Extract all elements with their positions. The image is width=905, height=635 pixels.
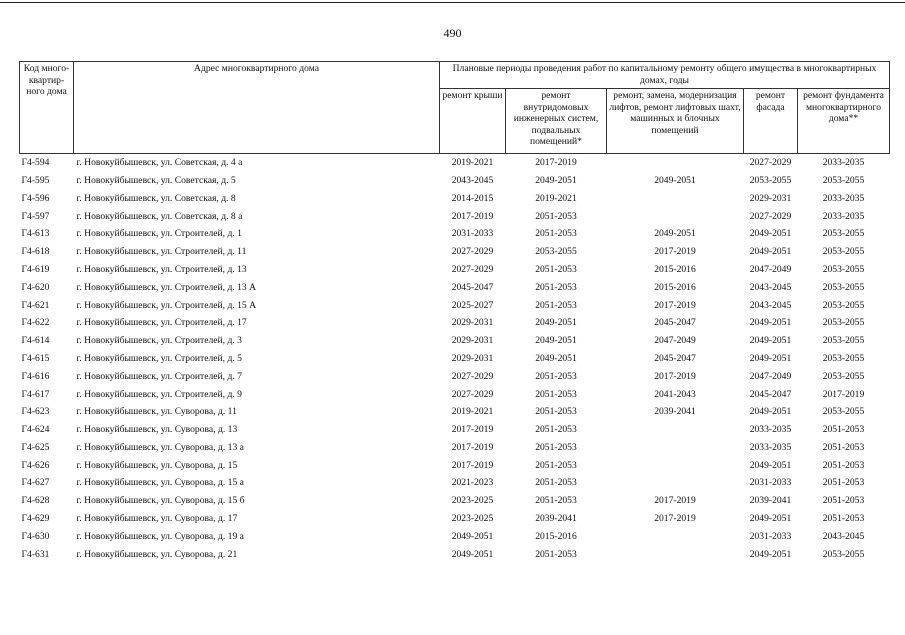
header-lifts: ремонт, замена, модернизация лифтов, ремонт лифтовых шахт, машинных и блочных помещений — [607, 89, 744, 154]
cell-lifts — [607, 528, 744, 546]
cell-address: г. Новокуйбышевск, ул. Советская, д. 8 а — [76, 210, 243, 222]
cell-roof: 2021-2023 — [451, 477, 494, 489]
cell-foundation: 2053-2055 — [822, 406, 865, 418]
cell-lifts: 2015-2016 — [654, 263, 696, 275]
cell-facade: 2039-2041 — [749, 495, 792, 507]
cell-systems: 2051-2053 — [535, 495, 577, 507]
cell-address: г. Новокуйбышевск, ул. Строителей, д. 9 — [76, 388, 242, 400]
cell-address: г. Новокуйбышевск, ул. Суворова, д. 13 а — [76, 441, 244, 453]
cell-foundation: 2051-2053 — [822, 459, 865, 471]
cell-lifts — [607, 439, 744, 457]
cell-systems: 2051-2053 — [535, 388, 577, 400]
page-number: 490 — [443, 26, 462, 40]
cell-foundation: 2043-2045 — [822, 530, 865, 542]
cell-facade: 2047-2049 — [749, 263, 792, 275]
cell-foundation: 2053-2055 — [822, 174, 865, 186]
cell-lifts: 2045-2047 — [654, 317, 696, 329]
cell-lifts — [607, 457, 744, 475]
cell-facade: 2031-2033 — [749, 530, 792, 542]
cell-address: г. Новокуйбышевск, ул. Суворова, д. 15 — [76, 459, 238, 471]
repair-schedule-table — [19, 61, 890, 563]
cell-foundation: 2051-2053 — [822, 477, 865, 489]
cell-roof: 2014-2015 — [451, 192, 494, 204]
cell-address: г. Новокуйбышевск, ул. Строителей, д. 13 — [76, 263, 247, 275]
header-systems: ремонт внутридомовых инженерных систем, подвальных помещений* — [506, 89, 607, 154]
cell-facade: 2049-2051 — [749, 228, 792, 240]
cell-foundation: 2051-2053 — [822, 495, 865, 507]
cell-roof: 2017-2019 — [451, 424, 494, 436]
cell-code: Г4-616 — [21, 370, 50, 382]
cell-facade: 2049-2051 — [749, 317, 792, 329]
cell-roof: 2029-2031 — [451, 335, 494, 347]
cell-address: г. Новокуйбышевск, ул. Суворова, д. 21 — [76, 548, 238, 560]
cell-foundation: 2051-2053 — [822, 441, 865, 453]
cell-systems: 2051-2053 — [535, 548, 577, 560]
table-row — [20, 296, 890, 314]
cell-foundation: 2053-2055 — [822, 548, 865, 560]
header-periods: Плановые периоды проведения работ по капитальному ремонту общего имущества в многоквартирных домах, годы — [440, 62, 890, 89]
cell-foundation: 2033-2035 — [822, 192, 865, 204]
cell-roof: 2031-2033 — [451, 228, 494, 240]
cell-foundation: 2033-2035 — [822, 210, 865, 222]
cell-code: Г4-623 — [21, 406, 50, 418]
cell-systems: 2051-2053 — [535, 406, 577, 418]
cell-facade: 2053-2055 — [749, 174, 792, 186]
cell-lifts: 2017-2019 — [654, 495, 696, 507]
cell-systems: 2051-2053 — [535, 281, 577, 293]
cell-code: Г4-595 — [21, 174, 50, 186]
cell-lifts — [607, 421, 744, 439]
cell-address: г. Новокуйбышевск, ул. Строителей, д. 3 — [76, 335, 242, 347]
cell-foundation: 2053-2055 — [822, 246, 865, 258]
cell-lifts: 2015-2016 — [654, 281, 696, 293]
cell-systems: 2039-2041 — [535, 513, 577, 525]
cell-facade: 2049-2051 — [749, 548, 792, 560]
cell-facade: 2033-2035 — [749, 441, 792, 453]
header-code: Код много-квартир-ного дома — [20, 62, 74, 154]
table-row — [20, 154, 890, 172]
cell-systems: 2051-2053 — [535, 210, 577, 222]
cell-facade: 2027-2029 — [744, 154, 798, 172]
cell-foundation: 2053-2055 — [822, 299, 865, 311]
header-foundation: ремонт фундамента многоквартирного дома** — [798, 89, 890, 154]
cell-address: г. Новокуйбышевск, ул. Суворова, д. 11 — [76, 406, 237, 418]
cell-lifts — [607, 207, 744, 225]
cell-address: г. Новокуйбышевск, ул. Строителей, д. 7 — [76, 370, 242, 382]
cell-address: г. Новокуйбышевск, ул. Советская, д. 5 — [76, 174, 236, 186]
cell-lifts — [607, 474, 744, 492]
table-row — [20, 439, 890, 457]
cell-code: Г4-629 — [21, 513, 50, 525]
cell-code: Г4-631 — [21, 548, 50, 560]
table-row — [20, 474, 890, 492]
cell-lifts: 2017-2019 — [654, 299, 696, 311]
cell-foundation: 2053-2055 — [822, 352, 865, 364]
cell-facade: 2049-2051 — [749, 513, 792, 525]
cell-code: Г4-597 — [21, 210, 50, 222]
top-border-line — [0, 2, 905, 3]
cell-address: г. Новокуйбышевск, ул. Суворова, д. 13 — [76, 424, 238, 436]
header-roof: ремонт крыши — [440, 89, 506, 154]
cell-facade: 2027-2029 — [749, 210, 792, 222]
cell-code: Г4-625 — [21, 441, 50, 453]
cell-roof: 2029-2031 — [451, 317, 494, 329]
cell-systems: 2019-2021 — [535, 192, 577, 204]
cell-roof: 2029-2031 — [451, 352, 494, 364]
table-row — [20, 528, 890, 546]
cell-lifts: 2017-2019 — [654, 246, 696, 258]
table-row — [20, 243, 890, 261]
cell-facade: 2049-2051 — [749, 335, 792, 347]
cell-address: г. Новокуйбышевск, ул. Суворова, д. 19 а — [76, 530, 244, 542]
cell-roof: 2019-2021 — [440, 154, 506, 172]
cell-facade: 2033-2035 — [749, 424, 792, 436]
cell-facade: 2049-2051 — [749, 406, 792, 418]
cell-address: г. Новокуйбышевск, ул. Советская, д. 4 а — [74, 154, 440, 172]
cell-systems: 2053-2055 — [535, 246, 577, 258]
table-row — [20, 350, 890, 368]
cell-roof: 2045-2047 — [451, 281, 494, 293]
cell-lifts — [607, 546, 744, 564]
table-row — [20, 510, 890, 528]
cell-code: Г4-626 — [21, 459, 50, 471]
cell-systems: 2051-2053 — [535, 263, 577, 275]
cell-code: Г4-615 — [21, 352, 50, 364]
cell-lifts: 2017-2019 — [654, 513, 696, 525]
cell-roof: 2023-2025 — [451, 495, 494, 507]
table-row — [20, 368, 890, 386]
cell-facade: 2045-2047 — [749, 388, 792, 400]
cell-systems: 2015-2016 — [535, 530, 577, 542]
cell-systems: 2049-2051 — [535, 317, 577, 329]
cell-systems: 2049-2051 — [535, 174, 577, 186]
cell-roof: 2017-2019 — [451, 210, 494, 222]
table-row — [20, 385, 890, 403]
cell-address: г. Новокуйбышевск, ул. Суворова, д. 15 б — [76, 495, 245, 507]
table-row — [20, 492, 890, 510]
cell-systems: 2049-2051 — [535, 335, 577, 347]
cell-lifts: 2049-2051 — [654, 174, 696, 186]
cell-foundation: 2053-2055 — [822, 281, 865, 293]
cell-foundation: 2017-2019 — [822, 388, 865, 400]
cell-lifts: 2041-2043 — [654, 388, 696, 400]
cell-systems: 2049-2051 — [535, 352, 577, 364]
cell-code: Г4-619 — [21, 263, 50, 275]
cell-code: Г4-594 — [20, 154, 74, 172]
cell-code: Г4-617 — [21, 388, 50, 400]
cell-systems: 2051-2053 — [535, 370, 577, 382]
cell-code: Г4-614 — [21, 335, 50, 347]
cell-code: Г4-596 — [21, 192, 50, 204]
cell-foundation: 2033-2035 — [798, 154, 890, 172]
cell-roof: 2027-2029 — [451, 263, 494, 275]
cell-facade: 2049-2051 — [749, 352, 792, 364]
table-row — [20, 172, 890, 190]
cell-systems: 2051-2053 — [535, 228, 577, 240]
cell-roof: 2023-2025 — [451, 513, 494, 525]
cell-address: г. Новокуйбышевск, ул. Строителей, д. 17 — [76, 317, 247, 329]
cell-lifts: 2045-2047 — [654, 352, 696, 364]
cell-facade: 2049-2051 — [749, 246, 792, 258]
cell-systems: 2051-2053 — [535, 299, 577, 311]
cell-code: Г4-630 — [21, 530, 50, 542]
cell-roof: 2027-2029 — [451, 370, 494, 382]
cell-facade: 2043-2045 — [749, 281, 792, 293]
cell-lifts: 2017-2019 — [654, 370, 696, 382]
table-row — [20, 207, 890, 225]
cell-code: Г4-613 — [21, 228, 50, 240]
cell-lifts: 2039-2041 — [654, 406, 696, 418]
cell-facade: 2031-2033 — [749, 477, 792, 489]
table-row — [20, 279, 890, 297]
cell-roof: 2019-2021 — [451, 406, 494, 418]
cell-facade: 2029-2031 — [749, 192, 792, 204]
cell-address: г. Новокуйбышевск, ул. Суворова, д. 17 — [76, 513, 238, 525]
cell-foundation: 2053-2055 — [822, 263, 865, 275]
cell-systems: 2051-2053 — [535, 477, 577, 489]
cell-code: Г4-624 — [21, 424, 50, 436]
cell-roof: 2043-2045 — [451, 174, 494, 186]
cell-systems: 2051-2053 — [535, 459, 577, 471]
cell-address: г. Новокуйбышевск, ул. Строителей, д. 1 — [76, 228, 242, 240]
table-row — [20, 403, 890, 421]
cell-code: Г4-618 — [21, 246, 50, 258]
table-row — [20, 225, 890, 243]
cell-code: Г4-628 — [21, 495, 50, 507]
cell-roof: 2025-2027 — [451, 299, 494, 311]
cell-lifts — [607, 190, 744, 208]
header-address: Адрес многоквартирного дома — [74, 62, 440, 154]
cell-roof: 2027-2029 — [451, 388, 494, 400]
cell-facade: 2047-2049 — [749, 370, 792, 382]
cell-roof: 2049-2051 — [451, 548, 494, 560]
cell-facade: 2043-2045 — [749, 299, 792, 311]
cell-code: Г4-622 — [21, 317, 50, 329]
cell-address: г. Новокуйбышевск, ул. Строителей, д. 13 А — [76, 281, 257, 293]
cell-address: г. Новокуйбышевск, ул. Строителей, д. 5 — [76, 352, 242, 364]
table-row — [20, 190, 890, 208]
cell-address: г. Новокуйбышевск, ул. Советская, д. 8 — [76, 192, 236, 204]
cell-address: г. Новокуйбышевск, ул. Суворова, д. 15 а — [76, 477, 244, 489]
cell-systems: 2017-2019 — [506, 154, 607, 172]
cell-foundation: 2051-2053 — [822, 513, 865, 525]
cell-lifts — [607, 154, 744, 172]
cell-lifts: 2049-2051 — [654, 228, 696, 240]
cell-foundation: 2051-2053 — [822, 424, 865, 436]
cell-foundation: 2053-2055 — [822, 228, 865, 240]
table-row — [20, 314, 890, 332]
cell-roof: 2027-2029 — [451, 246, 494, 258]
cell-code: Г4-621 — [21, 299, 50, 311]
cell-roof: 2017-2019 — [451, 441, 494, 453]
cell-address: г. Новокуйбышевск, ул. Строителей, д. 15 А — [76, 299, 257, 311]
cell-code: Г4-620 — [21, 281, 50, 293]
cell-lifts: 2047-2049 — [654, 335, 696, 347]
table-row — [20, 457, 890, 475]
cell-systems: 2051-2053 — [535, 441, 577, 453]
table-row — [20, 332, 890, 350]
cell-address: г. Новокуйбышевск, ул. Строителей, д. 11 — [76, 246, 247, 258]
cell-foundation: 2053-2055 — [822, 335, 865, 347]
cell-foundation: 2053-2055 — [822, 370, 865, 382]
header-facade: ремонт фасада — [744, 89, 798, 154]
cell-roof: 2017-2019 — [451, 459, 494, 471]
table-row — [20, 261, 890, 279]
cell-systems: 2051-2053 — [535, 424, 577, 436]
cell-roof: 2049-2051 — [451, 530, 494, 542]
table-row — [20, 421, 890, 439]
cell-foundation: 2053-2055 — [822, 317, 865, 329]
cell-code: Г4-627 — [21, 477, 50, 489]
table-row — [20, 546, 890, 564]
cell-facade: 2049-2051 — [749, 459, 792, 471]
